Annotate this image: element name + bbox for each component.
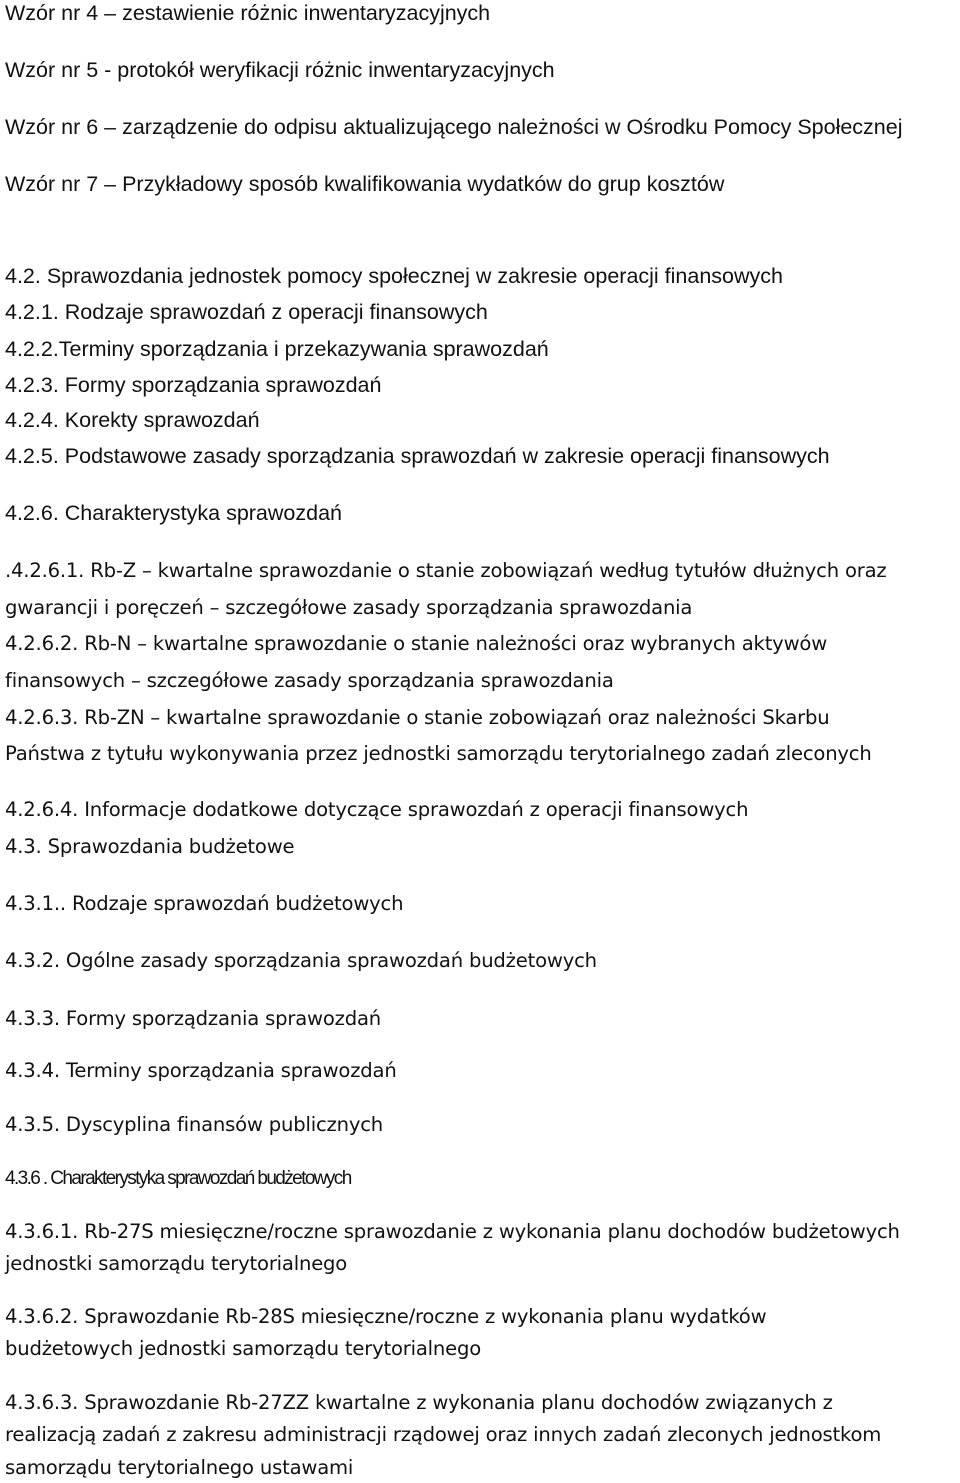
item-4-3-6-1-line-1: 4.3.6.1. Rb-27S miesięczne/roczne sprawozdanie z wykonania planu dochodów budżetowych — [5, 1220, 900, 1243]
subsection-4-2-2: 4.2.2.Terminy sporządzania i przekazywania sprawozdań — [5, 337, 549, 361]
item-4-3-6-3-line-1: 4.3.6.3. Sprawozdanie Rb-27ZZ kwartalne z wykonania planu dochodów związanych z — [5, 1391, 833, 1414]
subsection-4-3-4: 4.3.4. Terminy sporządzania sprawozdań — [5, 1059, 397, 1082]
item-4-2-6-2-line-1: 4.2.6.2. Rb-N – kwartalne sprawozdanie o stanie należności oraz wybranych aktywów — [5, 632, 828, 655]
item-4-2-6-1-line-2: gwarancji i poręczeń – szczegółowe zasady sporządzania sprawozdania — [5, 596, 693, 619]
subsection-4-3-2: 4.3.2. Ogólne zasady sporządzania sprawozdań budżetowych — [5, 949, 597, 972]
subsection-4-2-5: 4.2.5. Podstawowe zasady sporządzania sprawozdań w zakresie operacji finansowych — [5, 444, 830, 468]
subsection-4-3-6: 4.3.6 . Charakterystyka sprawozdań budżetowych — [5, 1168, 351, 1189]
subsection-4-3-5: 4.3.5. Dyscyplina finansów publicznych — [5, 1113, 384, 1136]
subsection-4-2-6: 4.2.6. Charakterystyka sprawozdań — [5, 501, 342, 525]
item-4-3-6-1-line-2: jednostki samorządu terytorialnego — [5, 1252, 348, 1275]
subsection-4-3-1: 4.3.1.. Rodzaje sprawozdań budżetowych — [5, 892, 404, 915]
item-4-3-6-2-line-2: budżetowych jednostki samorządu terytorialnego — [5, 1337, 482, 1360]
item-4-2-6-1-line-1: .4.2.6.1. Rb-Z – kwartalne sprawozdanie o stanie zobowiązań według tytułów dłużnych oraz — [5, 559, 887, 582]
template-item-6: Wzór nr 6 – zarządzenie do odpisu aktualizującego należności w Ośrodku Pomocy Społecznej — [5, 115, 903, 139]
item-4-3-6-2-line-1: 4.3.6.2. Sprawozdanie Rb-28S miesięczne/roczne z wykonania planu wydatków — [5, 1305, 767, 1328]
section-heading-4-2: 4.2. Sprawozdania jednostek pomocy społecznej w zakresie operacji finansowych — [5, 264, 783, 288]
item-4-2-6-3-line-2: Państwa z tytułu wykonywania przez jednostki samorządu terytorialnego zadań zleconych — [5, 742, 872, 765]
item-4-3-6-3-line-3: samorządu terytorialnego ustawami — [5, 1456, 354, 1479]
template-item-4: Wzór nr 4 – zestawienie różnic inwentaryzacyjnych — [5, 1, 491, 25]
subsection-4-2-4: 4.2.4. Korekty sprawozdań — [5, 408, 260, 432]
item-4-3-6-3-line-2: realizacją zadań z zakresu administracji rządowej oraz innych zadań zleconych jednostkom — [5, 1423, 882, 1446]
template-item-7: Wzór nr 7 – Przykładowy sposób kwalifikowania wydatków do grup kosztów — [5, 172, 725, 196]
subsection-4-2-1: 4.2.1. Rodzaje sprawozdań z operacji finansowych — [5, 300, 488, 324]
item-4-2-6-3-line-1: 4.2.6.3. Rb-ZN – kwartalne sprawozdanie o stanie zobowiązań oraz należności Skarbu — [5, 706, 830, 729]
item-4-2-6-4: 4.2.6.4. Informacje dodatkowe dotyczące sprawozdań z operacji finansowych — [5, 798, 749, 821]
subsection-4-2-3: 4.2.3. Formy sporządzania sprawozdań — [5, 373, 382, 397]
subsection-4-3-3: 4.3.3. Formy sporządzania sprawozdań — [5, 1007, 381, 1030]
item-4-2-6-2-line-2: finansowych – szczegółowe zasady sporządzania sprawozdania — [5, 669, 614, 692]
section-heading-4-3: 4.3. Sprawozdania budżetowe — [5, 835, 295, 858]
template-item-5: Wzór nr 5 - protokół weryfikacji różnic inwentaryzacyjnych — [5, 58, 555, 82]
